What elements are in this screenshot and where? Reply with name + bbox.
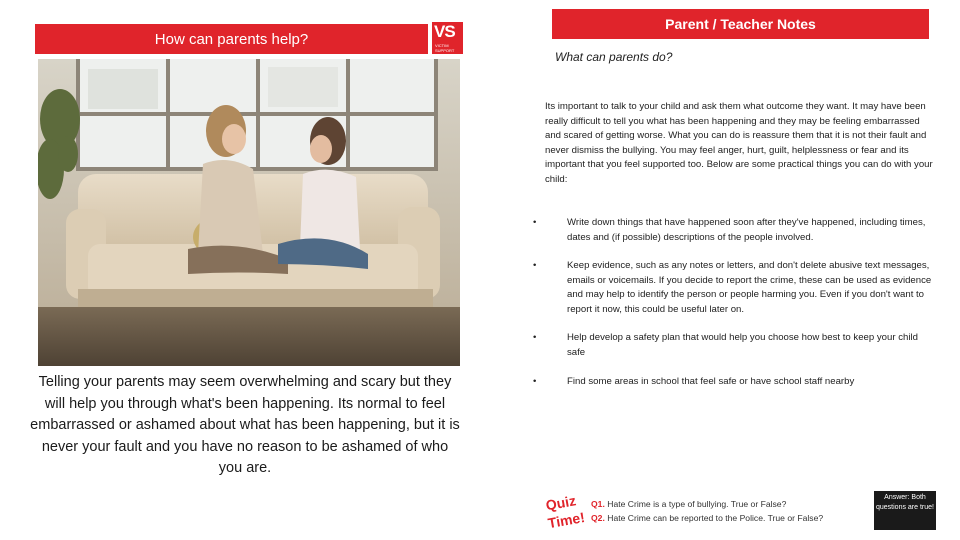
answer-text: Answer: Both questions are true! — [876, 494, 934, 511]
quiz-time-badge — [544, 490, 588, 530]
logo-mark: VS — [434, 22, 455, 41]
quiz-q2-number: Q2. — [591, 513, 605, 523]
left-title-banner — [35, 24, 428, 54]
logo-line-2: SUPPORT — [435, 48, 455, 53]
quiz-question-2 — [591, 513, 823, 523]
intro-paragraph: Its important to talk to your child and ask them what outcome they want. It may have been really difficult to tell you what has been happening and they may be feeling embarrassed and scared of getting worse. What you can do is reassure them that it is not their fault and never dismiss the bullying. You may feel anger, hurt, guilt, helplessness or fear and its important that you feel supported too. Below are some practical things you can do with your child: — [545, 101, 933, 185]
bullet-text: Write down things that have happened soon after they've happened, including times, dates and (if possible) descriptions of the people involved. — [567, 217, 926, 243]
bullet-text: Help develop a safety plan that would help you choose how best to keep your child safe — [567, 332, 918, 358]
bullet-icon: • — [533, 217, 537, 228]
quiz-q2-text: Hate Crime can be reported to the Police. True or False? — [607, 513, 824, 523]
bullet-text: Find some areas in school that feel safe or have school staff nearby — [567, 376, 855, 387]
subheading: What can parents do? — [555, 50, 673, 64]
bullet-icon: • — [533, 260, 537, 271]
quiz-question-1 — [591, 499, 786, 509]
notes-header: Parent / Teacher Notes — [665, 16, 816, 32]
quiz-q1-number: Q1. — [591, 499, 605, 509]
quiz-badge-line-2: Time! — [546, 509, 586, 530]
quiz-q1-text: Hate Crime is a type of bullying. True or False? — [607, 499, 787, 509]
bullet-icon: • — [533, 332, 537, 343]
left-title: How can parents help? — [154, 31, 309, 48]
logo-line-1: VICTIM — [435, 43, 449, 48]
bullet-text: Keep evidence, such as any notes or letters, and don't delete abusive text messages, emails or voicemails. If you decide to report the crime, these can be used as evidence and may help to identify the person or people harming you. Even if you don't want to report it now, this could be useful later on. — [567, 260, 932, 315]
photo-two-women-talking-on-sofa — [38, 59, 460, 366]
answer-box — [874, 491, 936, 530]
quiz-badge-line-1: Quiz — [544, 492, 578, 514]
left-caption: Telling your parents may seem overwhelming and scary but they will help you through what's been happening. Its normal to feel embarrassed or ashamed about what has been happening, but it is never your fault and you have no reason to be ashamed of who you are. — [30, 374, 460, 476]
bullet-icon: • — [533, 376, 537, 387]
notes-header-banner — [552, 9, 929, 39]
victim-support-logo — [432, 22, 463, 54]
